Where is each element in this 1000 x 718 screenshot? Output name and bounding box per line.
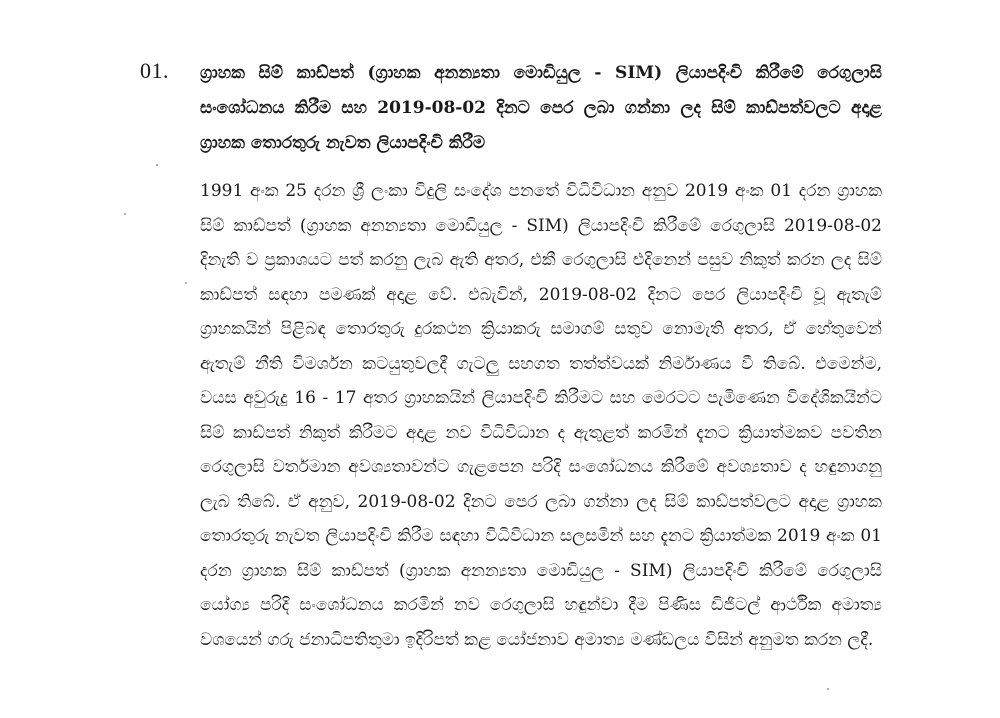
scan-speck <box>124 213 126 215</box>
scan-speck <box>156 164 158 166</box>
scan-speck <box>827 688 829 690</box>
item-heading: ග්‍රාහක සිම් කාඩ්පත් (ග්‍රාහක අනන්‍යතා මොඩියුල - SIM) ලියාපදිංචි කිරීමේ රෙගුලාසි සංශෝධනය කිරීම සහ 2019-08-02 දිනට පෙර ලබා ගන්නා ලද සිම් කාඩ්පත්වලට අදාළ ග්‍රාහක තොරතුරු නැවත ලියාපදිංචි කිරීම <box>200 63 882 153</box>
scan-speck <box>185 282 187 284</box>
item-body-paragraph: 1991 අංක 25 දරන ශ්‍රී ලංකා විදුලි සංදේශ පනතේ විධිවිධාන අනුව 2019 අංක 01 දරන ග්‍රාහක සිම් කාඩ්පත් (ග්‍රාහක අනන්‍යතා මොඩියුල - SIM) ලියාපදිංචි කිරීමේ රෙගුලාසි 2019-08-02 දිනැති ව ප්‍රකාශයට පත් කරනු ලැබ ඇති අතර, එකී රෙගුලාසි එදිනෙන් පසුව නිකුත් කරන ලද සිම් කාඩ්පත් සඳහා පමණක් අදාළ වේ. එබැවින්, 2019-08-02 දිනට පෙර ලියාපදිංචි වූ ඇතැම් ග්‍රාහකයින් පිළිබඳ තොරතුරු දුරකථන ක්‍රියාකරු සමාගම් සතුව නොමැති අතර, ඒ හේතුවෙන් ඇතැම් නීති විමර්ශන කටයුතුවලදී ගැටලු සහගත තත්ත්වයක් නිර්මාණය වී තිබේ. එමෙන්ම, වයස අවුරුදු 16 - 17 අතර ග්‍රාහකයින් ලියාපදිංචි කිරීමට සහ මෙරටට පැමිණෙන විදේශිකයින්ට සිම් කාඩ්පත් නිකුත් කිරීමට අදාළ නව විධිවිධාන ද ඇතුළත් කරමින් දැනට ක්‍රියාත්මකව පවතින රෙගුලාසි වර්තමාන අවශ්‍යතාවන්ට ගැළපෙන පරිදි සංශෝධනය කිරීමේ අවශ්‍යතාව ද හඳුනාගනු ලැබ තිබේ. ඒ අනුව, 2019-08-02 දිනට පෙර ලබා ගන්නා ලද සිම් කාඩ්පත්වලට අදාළ ග්‍රාහක තොරතුරු නැවත ලියාපදිංචි කිරීම සඳහා විධිවිධාන සලසමින් සහ දැනට ක්‍රියාත්මක 2019 අංක 01 දරන ග්‍රාහක සිම් කාඩ්පත් (ග්‍රාහක අනන්‍යතා මොඩියුල - SIM) ලියාපදිංචි කිරීමේ රෙගුලාසි යෝග්‍ය පරිදි සංශෝධනය කරමින් නව රෙගුලාසි හඳුන්වා දීම පිණිස ඩිජිටල් ආර්ථික අමාත්‍ය වශයෙන් ගරු ජනාධිපතිතුමා ඉදිරිපත් කළ යෝජනාව අමාත්‍ය මණ්ඩලය විසින් අනුමත කරන ලදී. <box>200 181 882 650</box>
item-number: 01. <box>140 58 169 83</box>
